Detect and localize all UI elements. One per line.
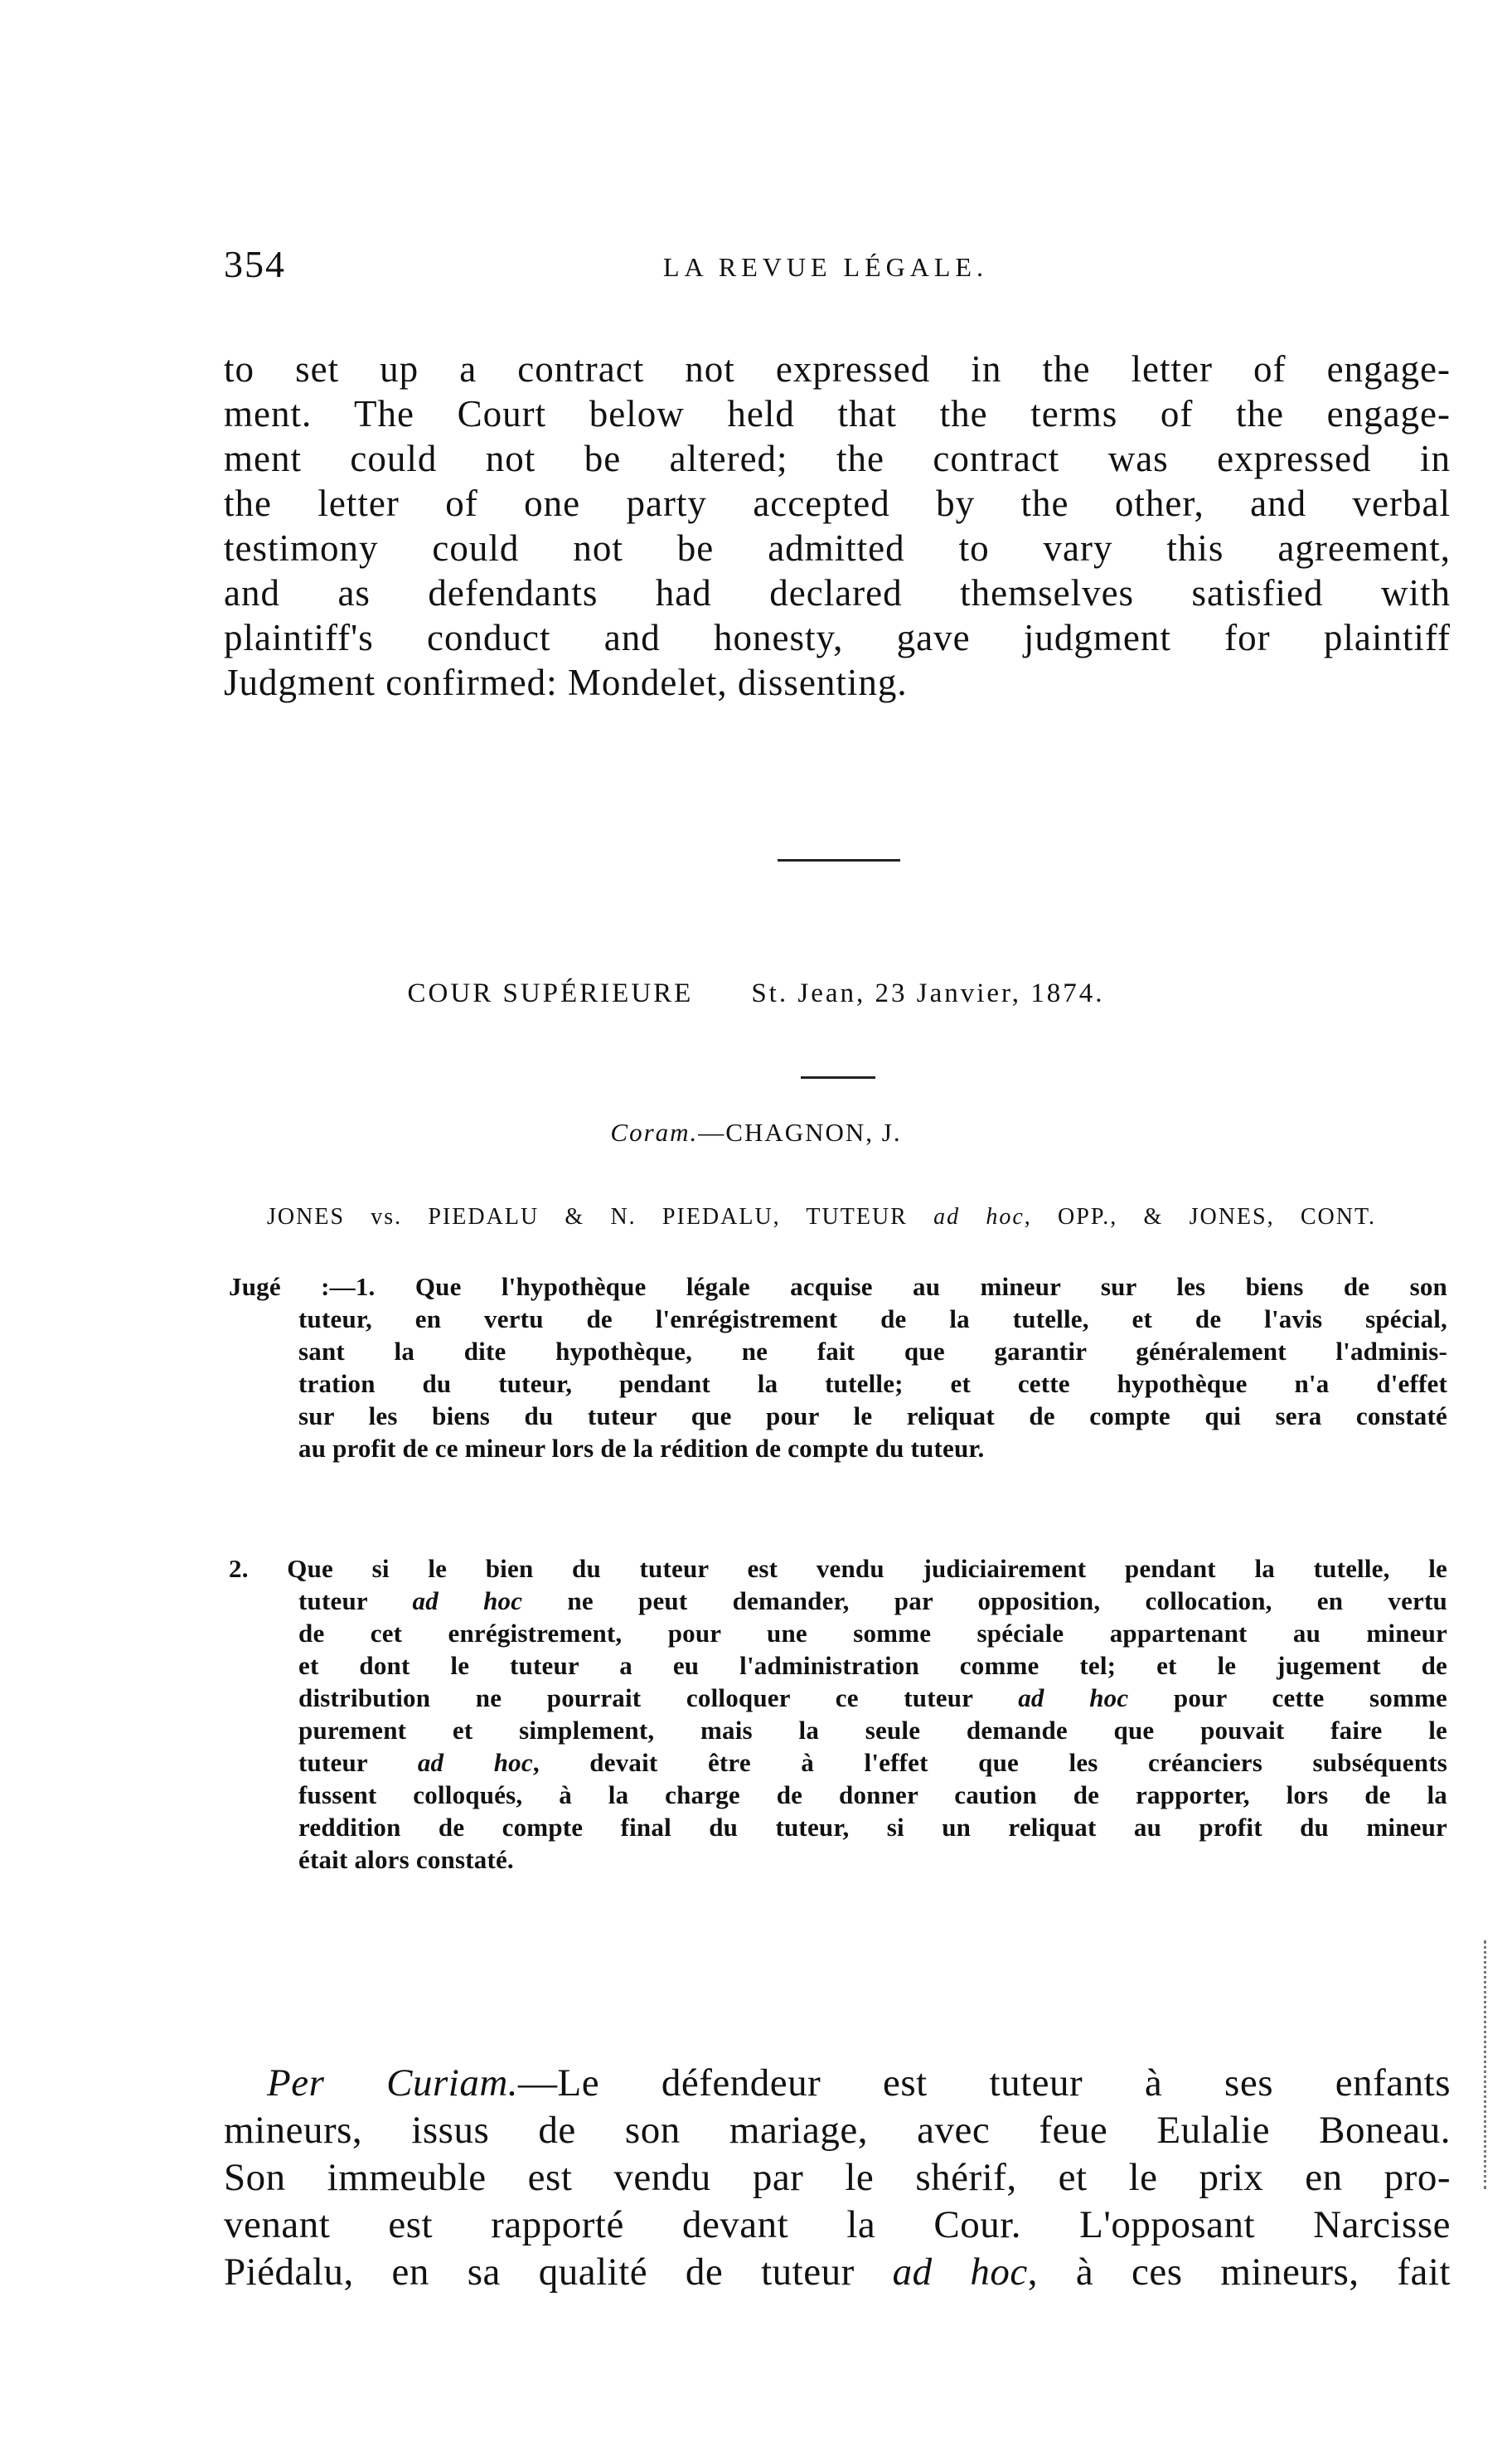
- syllabus-line: et dont le tuteur a eu l'administration comme tel; et le jugement de: [298, 1651, 1447, 1680]
- syllabus-line: de cet enrégistrement, pour une somme spéciale appartenant au mineur: [298, 1619, 1447, 1648]
- syllabus-line: purement et simplement, mais la seule demande que pouvait faire le: [298, 1716, 1447, 1745]
- per-curiam-paragraph: [224, 2060, 1451, 2296]
- syllabus-line: distribution ne pourrait colloquer ce tuteur ad hoc pour cette somme: [298, 1683, 1447, 1712]
- text-line: Son immeuble est vendu par le shérif, et le prix en pro-: [224, 2156, 1451, 2199]
- text-line: ment. The Court below held that the terms of the engage-: [224, 393, 1451, 435]
- syllabus-line: fussent colloqués, à la charge de donner caution de rapporter, lors de la: [298, 1780, 1447, 1809]
- coram-line: Coram.—CHAGNON, J.: [610, 1118, 902, 1147]
- court-name: COUR SUPÉRIEURE: [407, 978, 694, 1008]
- case-place-date: St. Jean, 23 Janvier, 1874.: [751, 978, 1105, 1008]
- margin-scan-mark: [1484, 1940, 1486, 2189]
- page-header: [224, 242, 1451, 292]
- heading-divider: [801, 1076, 875, 1079]
- court-heading: [0, 978, 1512, 1009]
- text-line: ment could not be altered; the contract was expressed in: [224, 438, 1451, 479]
- section-divider: [778, 859, 900, 862]
- text-line: plaintiff's conduct and honesty, gave judgment for plaintiff: [224, 617, 1451, 658]
- text-line: testimony could not be admitted to vary this agreement,: [224, 527, 1451, 569]
- text-line: to set up a contract not expressed in the letter of engage-: [224, 348, 1451, 390]
- top-paragraph: [224, 347, 1451, 705]
- syllabus-line: sur les biens du tuteur que pour le reliquat de compte qui sera constaté: [298, 1401, 1447, 1430]
- syllabus-line: était alors constaté.: [298, 1845, 514, 1874]
- text-line: venant est rapporté devant la Cour. L'opposant Narcisse: [224, 2203, 1451, 2246]
- syllabus-item-1: [229, 1270, 1447, 1464]
- syllabus-line: tration du tuteur, pendant la tutelle; et cette hypothèque n'a d'effet: [298, 1369, 1447, 1398]
- syllabus-line: tuteur ad hoc ne peut demander, par opposition, collocation, en vertu: [298, 1586, 1447, 1615]
- syllabus-line: reddition de compte final du tuteur, si un reliquat au profit du mineur: [298, 1813, 1447, 1842]
- syllabus-item-2: [229, 1552, 1447, 1876]
- running-head: LA REVUE LÉGALE.: [663, 252, 988, 282]
- text-line: Judgment confirmed: Mondelet, dissenting.: [224, 662, 908, 703]
- text-line: and as defendants had declared themselves satisfied with: [224, 572, 1451, 614]
- syllabus-line: tuteur, en vertu de l'enrégistrement de la tutelle, et de l'avis spécial,: [298, 1304, 1447, 1333]
- syllabus-line: Jugé :—1. Que l'hypothèque légale acquise au mineur sur les biens de son: [229, 1272, 1447, 1301]
- case-parties: JONES vs. PIEDALU & N. PIEDALU, TUTEUR ad hoc, OPP., & JONES, CONT.: [267, 1204, 1376, 1230]
- syllabus-line: 2. Que si le bien du tuteur est vendu judiciairement pendant la tutelle, le: [229, 1554, 1447, 1583]
- text-line: Piédalu, en sa qualité de tuteur ad hoc, à ces mineurs, fait: [224, 2250, 1451, 2294]
- text-line: Per Curiam.—Le défendeur est tuteur à ses enfants: [267, 2061, 1451, 2105]
- syllabus-line: tuteur ad hoc, devait être à l'effet que les créanciers subséquents: [298, 1748, 1447, 1777]
- page-number: 354: [224, 243, 286, 285]
- syllabus-line: au profit de ce mineur lors de la rédition de compte du tuteur.: [298, 1434, 985, 1463]
- text-line: mineurs, issus de son mariage, avec feue Eulalie Boneau.: [224, 2109, 1451, 2152]
- text-line: the letter of one party accepted by the other, and verbal: [224, 483, 1451, 524]
- syllabus-line: sant la dite hypothèque, ne fait que garantir généralement l'adminis-: [298, 1337, 1447, 1366]
